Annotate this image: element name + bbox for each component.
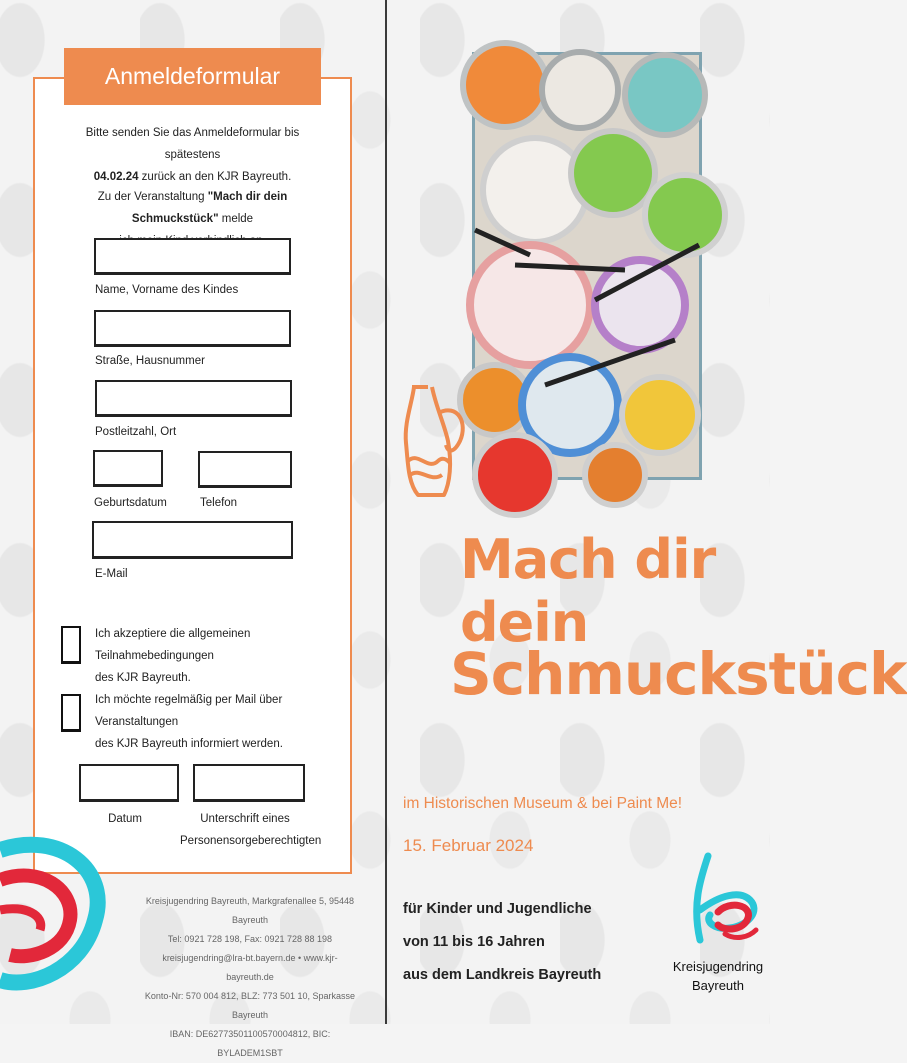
logo-text-line2: Bayreuth bbox=[691, 978, 745, 993]
phone-field[interactable] bbox=[198, 451, 292, 488]
audience-text bbox=[403, 893, 601, 992]
audience-line2: von 11 bis 16 Jahren bbox=[403, 934, 545, 950]
street-field[interactable] bbox=[94, 310, 291, 347]
phone-label: Telefon bbox=[200, 497, 238, 509]
name-label: Name, Vorname des Kindes bbox=[95, 284, 239, 296]
terms-line2: des KJR Bayreuth. bbox=[95, 672, 191, 684]
signature-line2: Personensorgeberechtigten bbox=[180, 835, 322, 847]
headline-line1: Mach dir dein bbox=[460, 528, 716, 654]
terms-checkbox[interactable] bbox=[61, 626, 81, 664]
terms-line1: Ich akzeptiere die allgemeinen Teilnahmebedingungen bbox=[95, 628, 251, 662]
email-field[interactable] bbox=[92, 521, 293, 559]
kjr-swirl-graphic bbox=[0, 820, 110, 1020]
city-field[interactable] bbox=[95, 380, 292, 417]
org-iban: IBAN: DE62773501100570004812, BIC: BYLADEM1SBT bbox=[169, 1029, 331, 1058]
org-address: Kreisjugendring Bayreuth, Markgrafenallee 5, 95448 Bayreuth bbox=[145, 896, 355, 925]
vase-icon bbox=[398, 383, 470, 501]
deadline-date: 04.02.24 bbox=[93, 171, 139, 183]
name-field[interactable] bbox=[94, 238, 291, 275]
org-tel: Tel: 0921 728 198, Fax: 0921 728 88 198 bbox=[167, 934, 333, 944]
signature-label bbox=[180, 808, 322, 852]
event-line-suffix: melde bbox=[218, 213, 254, 225]
signature-field[interactable] bbox=[193, 764, 305, 802]
newsletter-text bbox=[95, 689, 330, 755]
organization-info bbox=[140, 892, 360, 1063]
org-konto: Konto-Nr: 570 004 812, BLZ: 773 501 10, Sparkasse Bayreuth bbox=[144, 991, 356, 1020]
event-line-prefix: Zu der Veranstaltung bbox=[97, 191, 208, 203]
headline-line2: Schmuckstück bbox=[450, 640, 907, 708]
event-name: "Mach dir dein Schmuckstück" bbox=[131, 191, 288, 225]
birthdate-label: Geburtsdatum bbox=[94, 497, 167, 509]
logo-text-line1: Kreisjugendring bbox=[672, 959, 764, 974]
newsletter-line1: Ich möchte regelmäßig per Mail über Veranstaltungen bbox=[95, 694, 283, 728]
form-title: Anmeldeformular bbox=[64, 48, 321, 105]
city-label: Postleitzahl, Ort bbox=[95, 426, 177, 438]
date-field[interactable] bbox=[79, 764, 179, 802]
newsletter-checkbox[interactable] bbox=[61, 694, 81, 732]
audience-line1: für Kinder und Jugendliche bbox=[403, 901, 592, 917]
event-location: im Historischen Museum & bei Paint Me! bbox=[403, 795, 683, 812]
date-label: Datum bbox=[108, 813, 142, 825]
intro-line2: zurück an den KJR Bayreuth. bbox=[138, 171, 292, 183]
event-date: 15. Februar 2024 bbox=[403, 836, 534, 855]
street-label: Straße, Hausnummer bbox=[95, 355, 205, 367]
birthdate-field[interactable] bbox=[93, 450, 163, 487]
signature-line1: Unterschrift eines bbox=[200, 813, 290, 825]
kjr-logo-icon bbox=[670, 850, 770, 950]
terms-text bbox=[95, 623, 330, 689]
org-web: kreisjugendring@lra-bt.bayern.de • www.kjr-bayreuth.de bbox=[162, 953, 338, 982]
intro-line1: Bitte senden Sie das Anmeldeformular bis spätestens bbox=[85, 127, 300, 161]
audience-line3: aus dem Landkreis Bayreuth bbox=[403, 967, 602, 983]
email-label: E-Mail bbox=[95, 568, 128, 580]
newsletter-line2: des KJR Bayreuth informiert werden. bbox=[95, 738, 283, 750]
intro-text bbox=[60, 122, 325, 188]
paint-pots-photo bbox=[472, 52, 702, 480]
fold-divider bbox=[385, 0, 387, 1024]
